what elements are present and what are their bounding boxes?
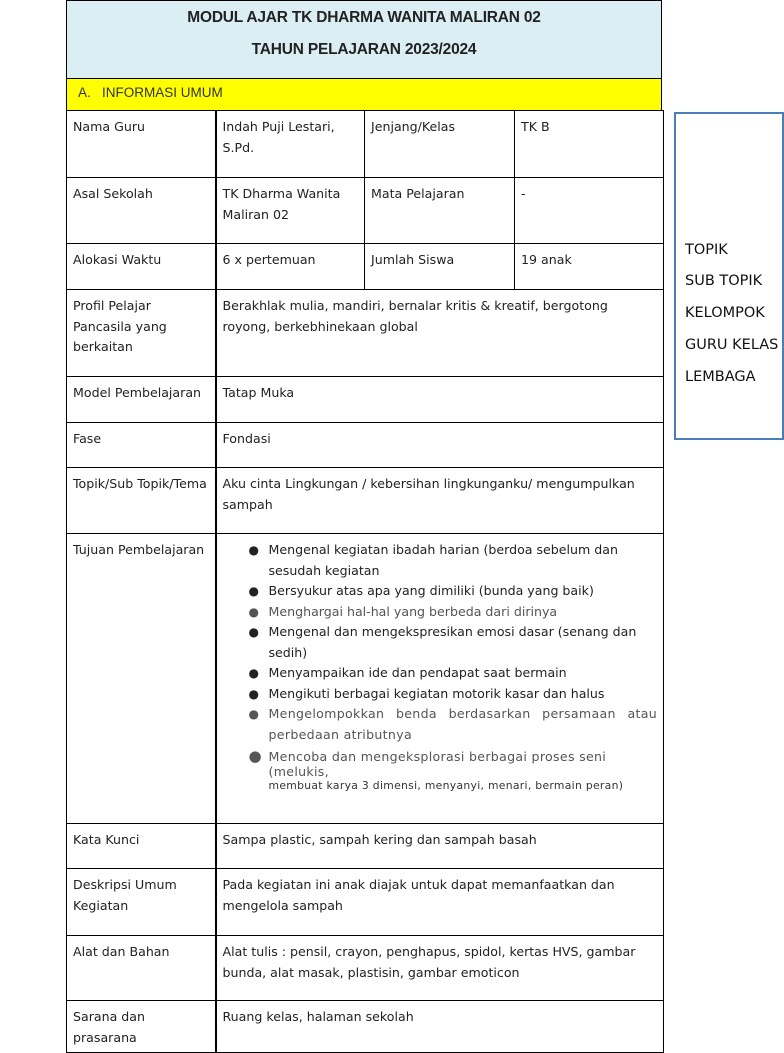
list-item: ● Mengenal kegiatan ibadah harian (berdoa sebelum dan sesudah kegiatan <box>248 542 618 578</box>
section-number: A. <box>78 85 91 100</box>
list-item: ● Mengelompokkan benda berdasarkan persamaan atau perbedaan atributnya <box>248 706 657 742</box>
bullet-icon: ● <box>248 686 259 701</box>
label-sarana: Sarana dan prasarana <box>67 1001 216 1053</box>
list-item: ● Bersyukur atas apa yang dimiliki (bunda yang baik) <box>223 581 658 602</box>
label-kata-kunci: Kata Kunci <box>67 824 216 869</box>
label-alat: Alat dan Bahan <box>67 936 216 1001</box>
table-row <box>67 377 664 423</box>
label-profil: Profil Pelajar Pancasila yang berkaitan <box>67 290 216 377</box>
side-topik: TOPIK <box>685 242 728 258</box>
side-lembaga: LEMBAGA <box>685 369 756 385</box>
value-topik: Aku cinta Lingkungan / kebersihan lingkunganku/ mengumpulkan sampah <box>216 468 664 534</box>
list-item: ● Mengenal dan mengekspresikan emosi dasar (senang dan sedih) <box>248 624 637 660</box>
section-heading <box>66 79 662 111</box>
value-jumlah-siswa: 19 anak <box>515 244 664 290</box>
table-row <box>67 290 664 377</box>
value-alokasi: 6 x pertemuan <box>216 244 365 290</box>
bullet-icon: ● <box>248 666 259 680</box>
bullet-icon: ● <box>248 604 259 619</box>
label-jenjang: Jenjang/Kelas <box>365 111 515 178</box>
cover-info-box <box>674 112 784 440</box>
side-sub-topik: SUB TOPIK <box>685 273 763 289</box>
value-jenjang: TK B <box>515 111 664 178</box>
value-nama-guru: Indah Puji Lestari, S.Pd. <box>216 111 365 178</box>
list-item: ● Menghargai hal-hal yang berbeda dari dirinya <box>223 602 658 623</box>
value-fase: Fondasi <box>216 423 664 468</box>
bullet-icon: ● <box>248 707 260 721</box>
value-profil: Berakhlak mulia, mandiri, bernalar kritis & kreatif, bergotong royong, berkebhinekaan global <box>216 290 664 377</box>
bullet-icon: ● <box>248 747 262 765</box>
info-table <box>66 110 664 1053</box>
table-row <box>67 244 664 290</box>
label-topik: Topik/Sub Topik/Tema <box>67 468 216 534</box>
table-row <box>67 869 664 936</box>
label-nama-guru: Nama Guru <box>67 111 216 178</box>
label-asal-sekolah: Asal Sekolah <box>67 178 216 244</box>
header-year: TAHUN PELAJARAN 2023/2024 <box>251 41 477 58</box>
header-title: MODUL AJAR TK DHARMA WANITA MALIRAN 02 <box>187 9 541 26</box>
value-kata-kunci: Sampa plastic, sampah kering dan sampah basah <box>216 824 664 869</box>
side-guru-kelas: GURU KELAS <box>685 337 779 353</box>
label-deskripsi: Deskripsi Umum Kegiatan <box>67 869 216 936</box>
value-deskripsi: Pada kegiatan ini anak diajak untuk dapat memanfaatkan dan mengelola sampah <box>216 869 664 936</box>
list-item: ● Menyampaikan ide dan pendapat saat bermain <box>223 663 658 684</box>
value-alat: Alat tulis : pensil, crayon, penghapus, spidol, kertas HVS, gambar bunda, alat masak, plastisin, gambar emoticon <box>216 936 664 1001</box>
table-row <box>67 423 664 468</box>
table-row <box>67 936 664 1001</box>
table-row <box>67 1001 664 1053</box>
value-mapel: - <box>515 178 664 244</box>
bullet-icon: ● <box>248 584 259 598</box>
bullet-icon: ● <box>248 543 259 557</box>
tujuan-list <box>223 540 658 793</box>
list-item: ● Mengikuti berbagai kegiatan motorik kasar dan halus <box>223 684 658 705</box>
table-row <box>67 534 664 824</box>
document-header <box>66 0 662 79</box>
label-mapel: Mata Pelajaran <box>365 178 515 244</box>
label-alokasi: Alokasi Waktu <box>67 244 216 290</box>
value-sarana: Ruang kelas, halaman sekolah <box>216 1001 664 1053</box>
tujuan-sub-text: membuat karya 3 dimensi, menyanyi, menari, bermain peran) <box>268 779 624 792</box>
label-tujuan: Tujuan Pembelajaran <box>67 534 216 824</box>
bullet-icon: ● <box>248 625 259 639</box>
list-item: ● Mencoba dan mengeksplorasi berbagai proses seni (melukis, membuat karya 3 dimensi, menyanyi, menari, bermain peran) <box>223 749 658 793</box>
label-fase: Fase <box>67 423 216 468</box>
value-asal-sekolah: TK Dharma Wanita Maliran 02 <box>216 178 365 244</box>
table-row <box>67 178 664 244</box>
section-title: INFORMASI UMUM <box>102 85 223 100</box>
label-model: Model Pembelajaran <box>67 377 216 423</box>
value-tujuan <box>216 534 664 824</box>
value-model: Tatap Muka <box>216 377 664 423</box>
side-kelompok: KELOMPOK <box>685 305 765 321</box>
table-row <box>67 111 664 178</box>
label-jumlah-siswa: Jumlah Siswa <box>365 244 515 290</box>
table-row <box>67 468 664 534</box>
table-row <box>67 824 664 869</box>
